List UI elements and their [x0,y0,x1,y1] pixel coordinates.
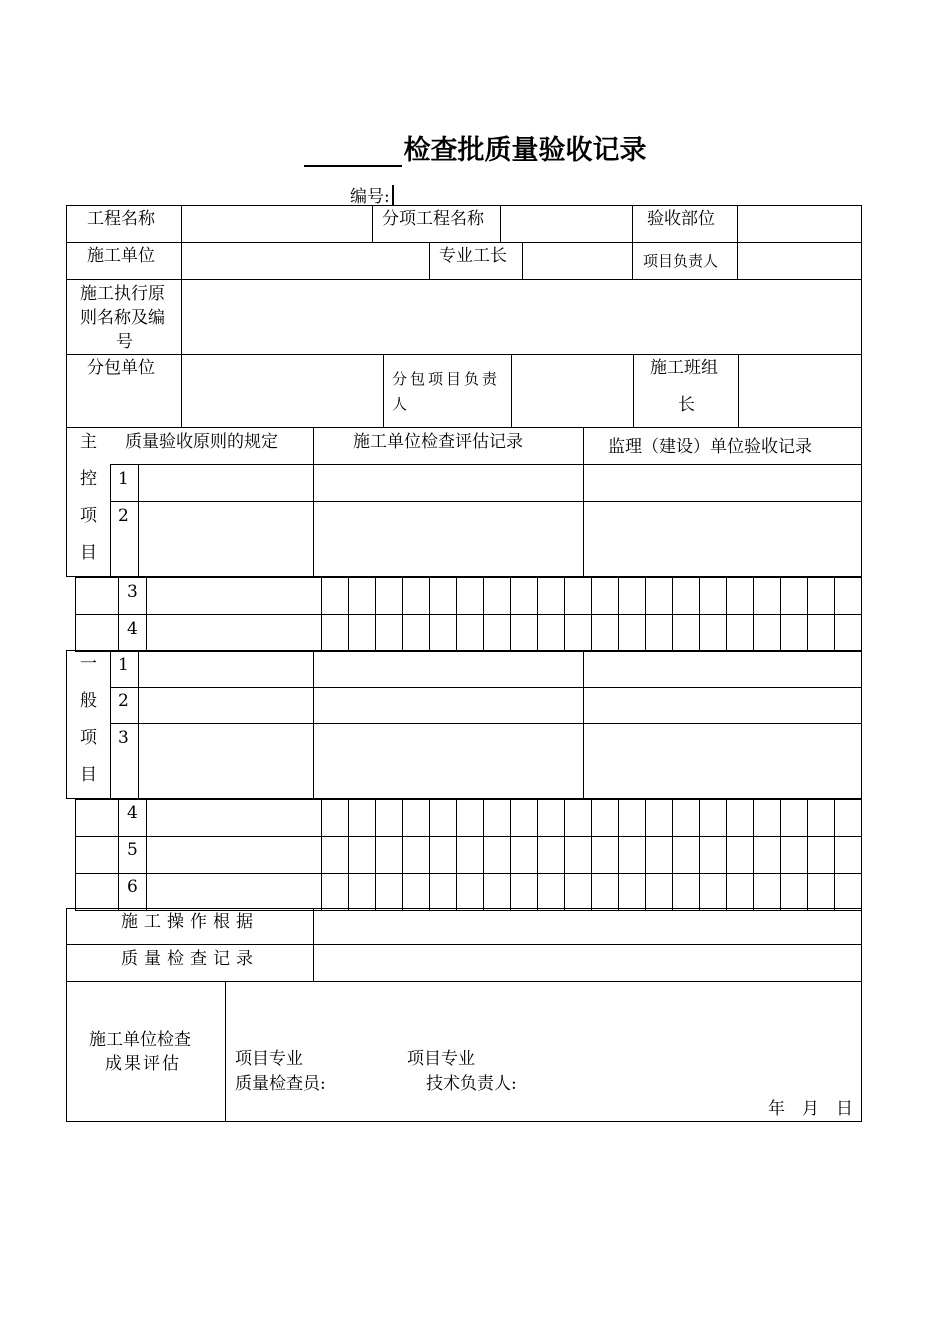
label-construction-unit: 施工单位 [87,246,155,266]
general-char-3: 项 [80,728,97,748]
label-subcontract-unit: 分包单位 [87,358,155,378]
col-header-contractor: 施工单位检查评估记录 [353,432,523,452]
label-standard-line1: 施工执行原 [80,284,165,304]
serial-number [350,182,394,207]
main-row-number-4: 4 [127,619,138,639]
label-tech-lead-line1: 项目专业 [407,1049,475,1069]
label-project-name: 工程名称 [87,209,155,229]
document-title [0,128,950,167]
general-row-number-6: 6 [127,877,138,897]
col-header-supervisor: 监理（建设）单位验收记录 [608,437,812,457]
label-operation-basis: 施工操作根据 [121,912,259,932]
col-header-standard: 质量验收原则的规定 [125,432,278,452]
general-char-2: 般 [80,691,97,711]
label-subcontract-manager-line1: 分包项目负责 [392,370,501,388]
main-row-number-3: 3 [127,582,138,602]
serial-label: 编号: [350,187,390,207]
general-char-1: 一 [80,654,97,674]
general-row-number-5: 5 [127,840,138,860]
general-row-number-2: 2 [118,691,129,711]
main-control-char-3: 项 [80,506,97,526]
general-row-number-1: 1 [118,655,129,675]
label-team-leader-line1: 施工班组 [650,358,718,378]
main-row-number-1: 1 [118,469,129,489]
label-inspector-line2: 质量检查员: [235,1074,326,1094]
label-acceptance-part: 验收部位 [647,209,715,229]
main-control-char-4: 目 [80,543,97,563]
label-standard-line2: 则名称及编 [80,308,165,328]
general-section [66,650,862,799]
general-char-4: 目 [80,765,97,785]
label-date-month: 月 [802,1099,819,1119]
label-quality-record: 质量检查记录 [121,949,259,969]
title-blank-field[interactable] [304,139,402,167]
label-sub-project-name: 分项工程名称 [382,209,484,229]
general-row-number-3: 3 [118,728,129,748]
label-evaluation-line2: 成果评估 [105,1054,181,1074]
label-professional-foreman: 专业工长 [439,246,507,266]
label-subcontract-manager-line2: 人 [392,395,408,413]
main-control-char-2: 控 [80,469,97,489]
label-inspector-line1: 项目专业 [235,1049,303,1069]
label-date-day: 日 [836,1099,853,1119]
title-text: 检查批质量验收记录 [403,135,647,166]
main-row-number-2: 2 [118,506,129,526]
label-standard-line3: 号 [116,332,133,352]
text-cursor[interactable] [392,185,394,205]
row-standard [66,279,862,355]
main-control-char-1: 主 [80,432,97,452]
label-team-leader-line2: 长 [678,395,695,415]
label-project-manager: 项目负责人 [643,252,719,270]
general-row-number-4: 4 [127,803,138,823]
label-evaluation-line1: 施工单位检查 [89,1030,191,1050]
row-subcontract [66,354,862,428]
label-date-year: 年 [768,1099,785,1119]
label-tech-lead-line2: 技术负责人: [426,1074,517,1094]
